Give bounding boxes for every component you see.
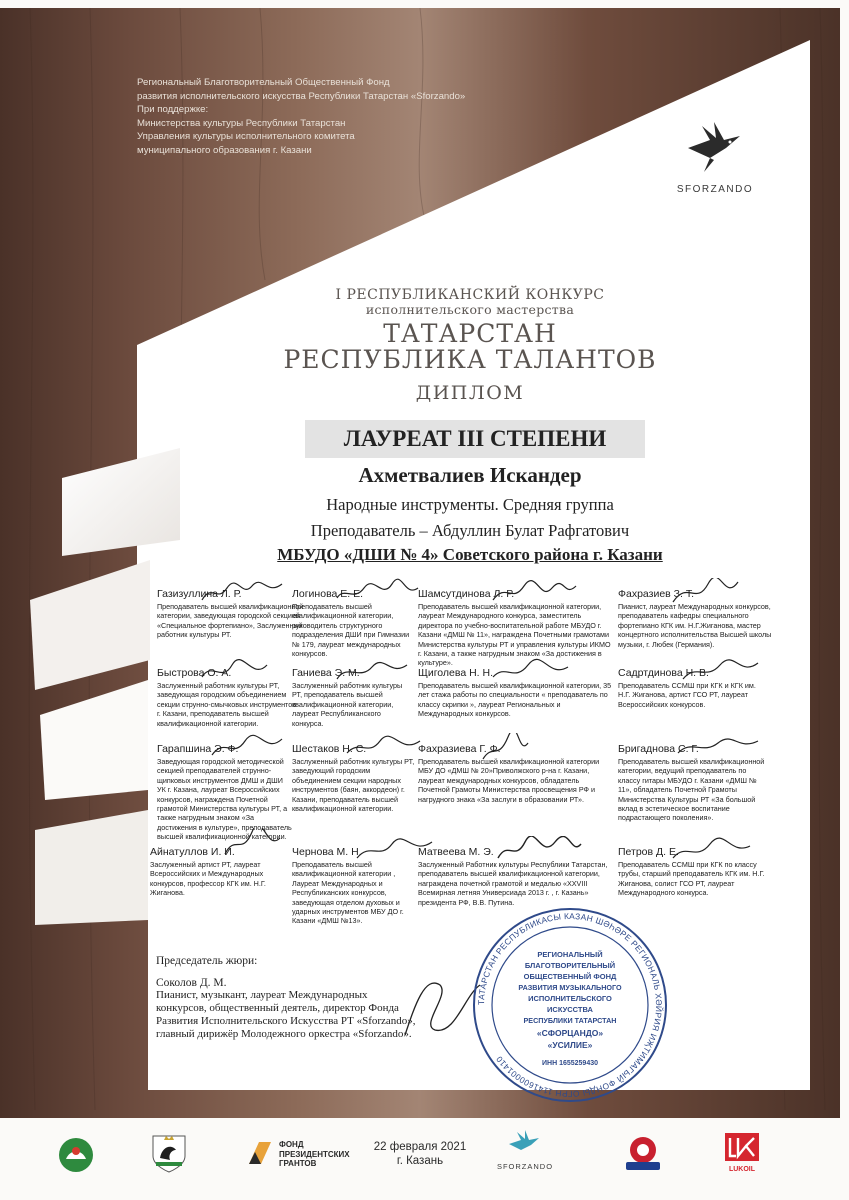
jury-name: Матвеева М. Э. (418, 846, 494, 858)
stamp-line: ИСКУССТВА (547, 1005, 593, 1014)
bird-logo-icon (680, 118, 750, 178)
jury-member (292, 667, 412, 728)
jury-member (157, 743, 292, 842)
jury-description: Преподаватель высшей квалификационной категории, руководитель структурного подразделения ДШИ при Гимназии № 179, лауреат международных конкурсов. (292, 602, 410, 659)
jury-member (292, 588, 412, 658)
jury-chair (156, 955, 416, 1041)
jury-name: Чернова М. Н. (292, 846, 362, 858)
sforzando-logo (655, 118, 775, 195)
jury-description: Преподаватель высшей квалификационной категории, лауреат Международного конкурса, заместитель директора по учебно-воспитательной работе МБУДО г. Казани «ДМШ № 11», награждена Почетными грамотами Министерства культуры РТ и управления культуры ИКМО г. Казани, а также нагрудным знаком «За достижения в культуре». (418, 602, 611, 668)
jury-description: Преподаватель ССМШ при КГК по классу трубы, старший преподаватель КГК им. Н.Г. Жиганова, солист ГСО РТ, лауреат Международного конкурса. (618, 860, 765, 898)
jury-name: Гарапшина Э. Ф. (157, 743, 239, 755)
header-line: муниципального образования г. Казани (137, 144, 312, 156)
foundation-header (137, 76, 577, 158)
grants-icon (247, 1140, 273, 1166)
jury-description: Преподаватель высшей квалификационной категории , Лауреат Международных и Республиканских конкурсов, заведующая отделом духовых и ударных инструментов МБУ ДО г. Казани «ДМШ №13». (292, 860, 404, 926)
jury-description: Заслуженный работник культуры РТ, заведующая городским объединением секции струнно-смычковых инструментов г. Казани, преподаватель высшей квалификационной категории. (157, 681, 297, 728)
grants-line: ФОНД (279, 1140, 304, 1149)
jury-member (618, 743, 768, 823)
stamp-line: «УСИЛИЕ» (547, 1040, 593, 1050)
grants-line: ПРЕЗИДЕНТСКИХ (279, 1149, 350, 1159)
stamp-inn: ИНН 1655259430 (541, 1060, 599, 1067)
jury-name: Шамсутдинова Л. Р. (418, 588, 515, 600)
jury-description: Преподаватель ССМШ при КГК и КГК им. Н.Г. Жиганова, артист ГСО РТ, лауреат Всероссийских конкурсов. (618, 681, 756, 709)
contest-name-line1: ТАТАРСТАН (383, 319, 557, 348)
stamp-line: РЕГИОНАЛЬНЫЙ (537, 950, 603, 959)
jury-description: Заслуженный работник культуры РТ, заведующий городским объединением секции народных инструментов (баян, аккордеон) г. Казани, преподаватель высшей квалификационной категории. (292, 757, 415, 814)
jury-description: Заслуженный работник культуры РТ, преподаватель высшей квалификационной категории, лауреат Республиканского конкурса. (292, 681, 403, 728)
jury-name: Фахразиев З. Т. (618, 588, 694, 600)
kazan-coat-of-arms-icon (150, 1132, 188, 1174)
jury-member (418, 667, 613, 719)
jury-member (418, 743, 613, 804)
jury-description: Преподаватель высшей квалификационной категории МБУ ДО «ДМШ № 20»Приволжского р-на г. Казани, лауреат международных конкурсов, обладатель Почетной Грамоты Министерства просвещения РФ и нагрудного знака «За заслуги в образовании РТ». (418, 757, 600, 804)
header-line: При поддержке: (137, 104, 209, 116)
jury-description: Заслуженный Работник культуры Республики Татарстан, преподаватель высшей квалификационной категории, награждена почетной грамотой и медалью «XXVIII Всемирная летняя Универсиада 2013 г. , г. Казань» президента РФ, В.В. Путина. (418, 860, 608, 907)
jury-member (418, 588, 613, 668)
jury-member (292, 743, 417, 813)
jury-name: Петров Д. Е. (618, 846, 679, 858)
chair-label: Председатель жюри: (156, 955, 258, 967)
jury-name: Газизуллина Л. Р. (157, 588, 242, 600)
rudder-logo-icon (622, 1134, 664, 1174)
chair-description: Пианист, музыкант, лауреат Международных конкурсов, общественный деятель, директор Фонда Развития Исполнительского Искусства РТ «Sforzando», главный дирижёр Молодежного оркестра «Sforzando». (156, 989, 416, 1040)
jury-member (418, 846, 613, 907)
jury-description: Преподаватель высшей квалификационной категории, 35 лет стажа работы по специальности « преподаватель по классу скрипки », лауреат Региональных и Международных конкурсов. (418, 681, 612, 719)
stamp-line: РАЗВИТИЯ МУЗЫКАЛЬНОГО (518, 983, 622, 992)
jury-name: Фахразиева Г. Ф. (418, 743, 501, 755)
header-line: Министерства культуры Республики Татарстан (137, 117, 346, 129)
jury-description: Пианист, лауреат Международных конкурсов, преподаватель кафедры специального фортепиано КГК им. Н.Г.Жиганова, мастер концертного исполнительства Высшей школы музыки, г. Любек (Германия). (618, 602, 772, 649)
stamp-line: БЛАГОТВОРИТЕЛЬНЫЙ (524, 961, 616, 970)
footer-date-block (360, 1140, 480, 1168)
stamp-line: ОБЩЕСТВЕННЫЙ ФОНД (523, 972, 617, 981)
jury-member (150, 846, 280, 898)
footer-date: 22 февраля 2021 (373, 1141, 467, 1153)
jury-member (292, 846, 412, 926)
jury-name: Щиголева Н. Н. (418, 667, 494, 679)
stamp-line: РЕСПУБЛИКИ ТАТАРСТАН (523, 1016, 617, 1025)
lukoil-logo (720, 1132, 764, 1173)
contest-title-line2: исполнительского мастерства (365, 302, 575, 317)
stamp-line: «СФОРЦАНДО» (536, 1028, 604, 1038)
jury-name: Садртдинова Н. В. (618, 667, 709, 679)
jury-member (618, 846, 768, 898)
footer-sforzando-text: SFORZANDO (496, 1162, 554, 1171)
jury-name: Шестаков Н. С. (292, 743, 367, 755)
recipient-name: Ахметвалиев Искандер (358, 463, 582, 487)
header-line: развития исполнительского искусства Республики Татарстан «Sforzando» (137, 90, 466, 102)
jury-name: Логинова Е. Е. (292, 588, 364, 600)
award-level: ЛАУРЕАТ III СТЕПЕНИ (305, 420, 645, 458)
jury-description: Преподаватель высшей квалификационной категории, ведущий преподаватель по классу гитары МБУДО г. Казани «ДМШ № 11», обладатель Почетной Грамоты Министерства Культуры РТ «За большой вклад в эстетическое воспитание подрастающего поколения». (618, 757, 765, 823)
tatarstan-emblem-icon (58, 1137, 94, 1173)
contest-title-line1: I РЕСПУБЛИКАНСКИЙ КОНКУРС (335, 287, 605, 303)
footer-sforzando-logo (490, 1128, 560, 1171)
jury-name: Айнатуллов И. И. (150, 846, 235, 858)
document-type: ДИПЛОМ (415, 382, 525, 404)
header-line: Управления культуры исполнительного комитета (137, 131, 355, 143)
stamp-outer-text: ТАТАРСТАН РЕСПУБЛИКАСЫ КАЗАН ШӘҺӘРЕ РЕГИОНАЛЬ ХӘЙРИЯ ИҖТИМАГЫЙ ФОНДЫ ОГРН 1141600001410 (475, 910, 665, 1100)
bird-logo-icon (505, 1128, 545, 1158)
jury-member (618, 667, 768, 709)
jury-member (157, 667, 297, 728)
footer-city: г. Казань (396, 1155, 444, 1167)
recipient-category: Народные инструменты. Средняя группа (326, 495, 614, 514)
stamp-line: ИСПОЛНИТЕЛЬСКОГО (528, 994, 612, 1003)
recipient-school: МБУДО «ДШИ № 4» Советского района г. Казани (277, 545, 663, 564)
contest-name-line2: РЕСПУБЛИКА ТАЛАНТОВ (283, 345, 657, 374)
lukoil-icon (724, 1132, 760, 1162)
jury-name: Ганиева Э. М. (292, 667, 360, 679)
jury-name: Бригаднова С. Г. (618, 743, 699, 755)
grants-line: ГРАНТОВ (279, 1159, 317, 1168)
header-line: Региональный Благотворительный Общественный Фонд (137, 77, 390, 88)
organization-stamp (470, 905, 670, 1105)
logo-brand-text: SFORZANDO (676, 184, 754, 195)
jury-member (618, 588, 778, 649)
recipient-teacher: Преподаватель – Абдуллин Булат Рафгатович (310, 521, 630, 540)
jury-description: Преподаватель высшей квалификационной категории, заведующая городской секцией «Специальное фортепиано», Заслуженный работник культуры РТ. (157, 602, 304, 640)
jury-name: Быстрова О. А. (157, 667, 232, 679)
chair-name: Соколов Д. М. (156, 977, 227, 989)
lukoil-text: LUKOIL (728, 1166, 756, 1173)
jury-description: Заслуженный артист РТ, лауреат Всероссийских и Международных конкурсов, профессор КГК им. Н.Г. Жиганова. (150, 860, 266, 898)
jury-description: Заведующая городской методической секцией преподавателей струнно-щипковых инструментов ДМШ и ДШИ УК г. Казана, лауреат Всероссийских конкурсов, награждена Почетной грамотой Министерства культуры РТ, а также нагрудным знаком «За достижения в культуре», преподаватель высшей квалификационной категории. (157, 757, 292, 842)
